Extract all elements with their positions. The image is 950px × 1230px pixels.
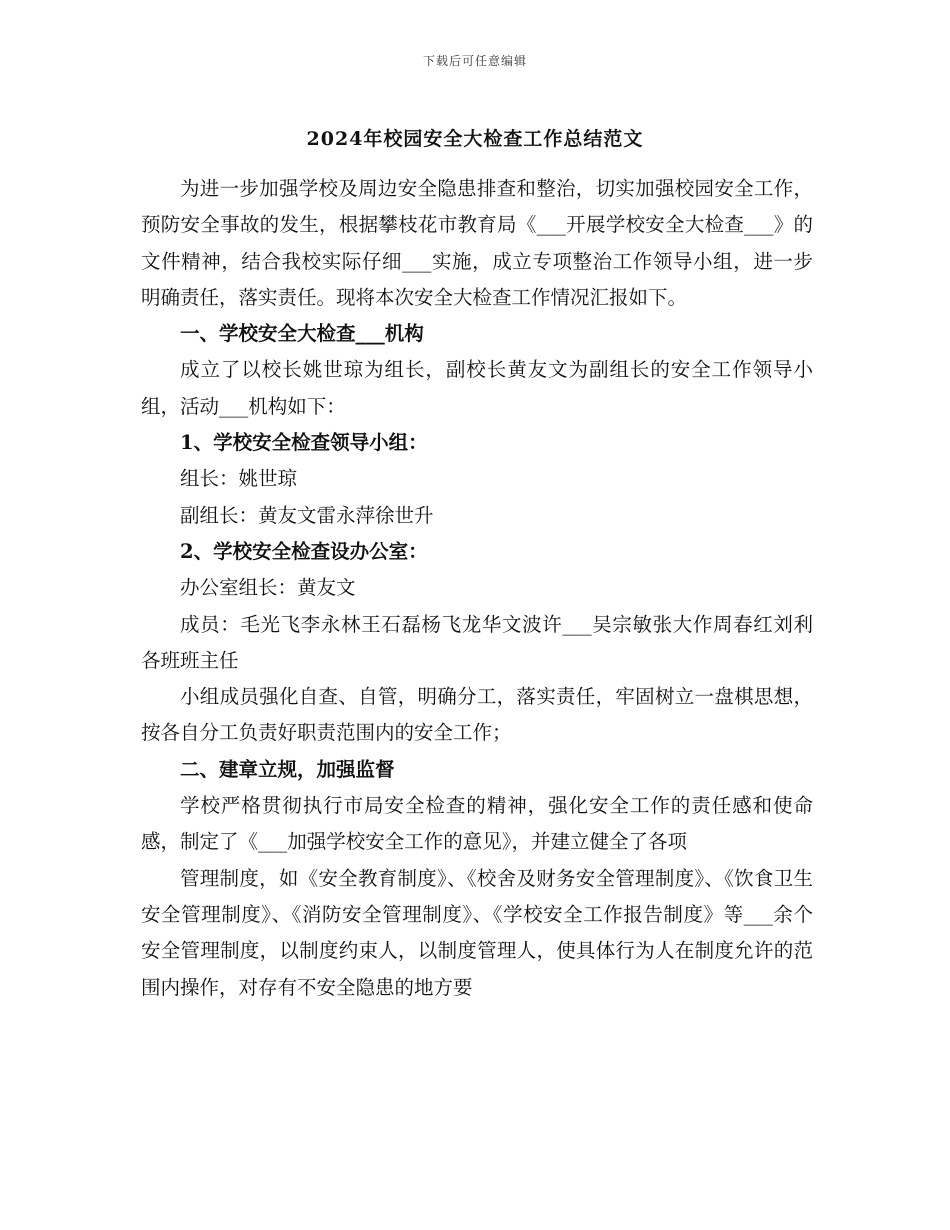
paragraph-responsibility: 小组成员强化自查、自管，明确分工，落实责任，牢固树立一盘棋思想，按各自分工负责好职责范围内的安全工作； bbox=[141, 685, 813, 745]
office-leader: 办公室组长：黄友文 bbox=[180, 576, 356, 600]
paragraph-regulations: 学校严格贯彻执行市局安全检查的精神，强化安全工作的责任感和使命感，制定了《___加强学校安全工作的意见》，并建立健全了各项 bbox=[141, 794, 813, 854]
paragraph-management-systems: 管理制度，如《安全教育制度》、《校舍及财务安全管理制度》、《饮食卫生安全管理制度》、《消防安全管理制度》、《学校安全工作报告制度》等___余个安全管理制度，以制度约束人，以制度管理人，使具体行为人在制度允许的范围内操作，对存有不安全隐患的地方要 bbox=[141, 866, 813, 999]
subheading-office: 2、学校安全检查设办公室： bbox=[180, 539, 428, 563]
document-title: 2024年校园安全大检查工作总结范文 bbox=[306, 128, 644, 150]
section-heading-2: 二、建章立规，加强监督 bbox=[180, 757, 395, 781]
deputy-leaders: 副组长：黄友文雷永萍徐世升 bbox=[180, 503, 434, 527]
document-body bbox=[141, 171, 813, 1006]
paragraph-organization: 成立了以校长姚世琼为组长，副校长黄友文为副组长的安全工作领导小组，活动___机构如下： bbox=[141, 358, 813, 418]
subheading-leadership-group: 1、学校安全检查领导小组： bbox=[180, 431, 428, 455]
group-leader: 组长：姚世琼 bbox=[180, 467, 298, 491]
paragraph-intro: 为进一步加强学校及周边安全隐患排查和整治，切实加强校园安全工作，预防安全事故的发生，根据攀枝花市教育局《___开展学校安全大检查___》的文件精神，结合我校实际仔细___实施，成立专项整治工作领导小组，进一步明确责任，落实责任。现将本次安全大检查工作情况汇报如下。 bbox=[141, 177, 813, 309]
header-note: 下载后可任意编辑 bbox=[422, 54, 527, 68]
section-heading-1: 一、学校安全大检查___机构 bbox=[180, 322, 424, 346]
members-list: 成员：毛光飞李永林王石磊杨飞龙华文波许___吴宗敏张大作周春红刘利各班班主任 bbox=[141, 612, 813, 672]
